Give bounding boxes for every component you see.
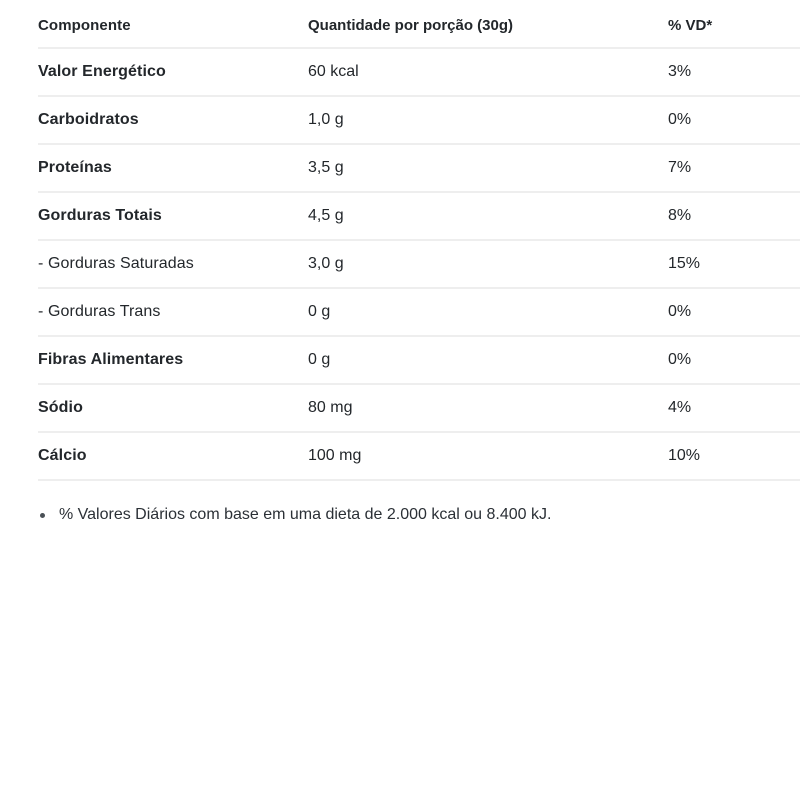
row-daily-value: 0% [668, 303, 692, 320]
row-daily-value: 15% [668, 255, 701, 272]
row-label: Sódio [38, 399, 83, 416]
row-amount: 1,0 g [308, 111, 344, 128]
row-daily-value: 4% [668, 399, 692, 416]
table-row-gorduras-trans [38, 289, 800, 337]
daily-values-footnote [40, 506, 800, 524]
row-label: Proteínas [38, 159, 112, 176]
row-amount: 60 kcal [308, 63, 359, 80]
row-amount: 3,5 g [308, 159, 344, 176]
row-label: - Gorduras Trans [38, 303, 161, 320]
table-row-gorduras-totais [38, 193, 800, 241]
row-daily-value: 7% [668, 159, 692, 176]
table-row-gorduras-saturadas [38, 241, 800, 289]
row-amount: 0 g [308, 351, 331, 368]
row-amount: 3,0 g [308, 255, 344, 272]
row-amount: 100 mg [308, 447, 362, 464]
table-row-sodio [38, 385, 800, 433]
row-daily-value: 0% [668, 351, 692, 368]
row-label: Cálcio [38, 447, 87, 464]
row-daily-value: 0% [668, 111, 692, 128]
row-daily-value: 10% [668, 447, 701, 464]
row-amount: 4,5 g [308, 207, 344, 224]
row-label: Fibras Alimentares [38, 351, 184, 368]
row-label: Carboidratos [38, 111, 139, 128]
footnote-text: % Valores Diários com base em uma dieta de 2.000 kcal ou 8.400 kJ. [59, 506, 552, 523]
row-amount: 0 g [308, 303, 331, 320]
bullet-icon [40, 513, 45, 518]
row-label: Valor Energético [38, 63, 166, 80]
table-row-calcio [38, 433, 800, 481]
table-row-fibras-alimentares [38, 337, 800, 385]
table-row-valor-energetico [38, 49, 800, 97]
header-daily-value: % VD* [668, 17, 713, 34]
row-amount: 80 mg [308, 399, 353, 416]
nutrition-table [38, 0, 800, 481]
row-daily-value: 3% [668, 63, 692, 80]
table-row-proteinas [38, 145, 800, 193]
header-quantity: Quantidade por porção (30g) [308, 17, 514, 34]
row-label: - Gorduras Saturadas [38, 255, 194, 272]
row-daily-value: 8% [668, 207, 692, 224]
table-row-carboidratos [38, 97, 800, 145]
table-header-row [38, 4, 800, 49]
row-label: Gorduras Totais [38, 207, 162, 224]
header-component: Componente [38, 17, 131, 34]
